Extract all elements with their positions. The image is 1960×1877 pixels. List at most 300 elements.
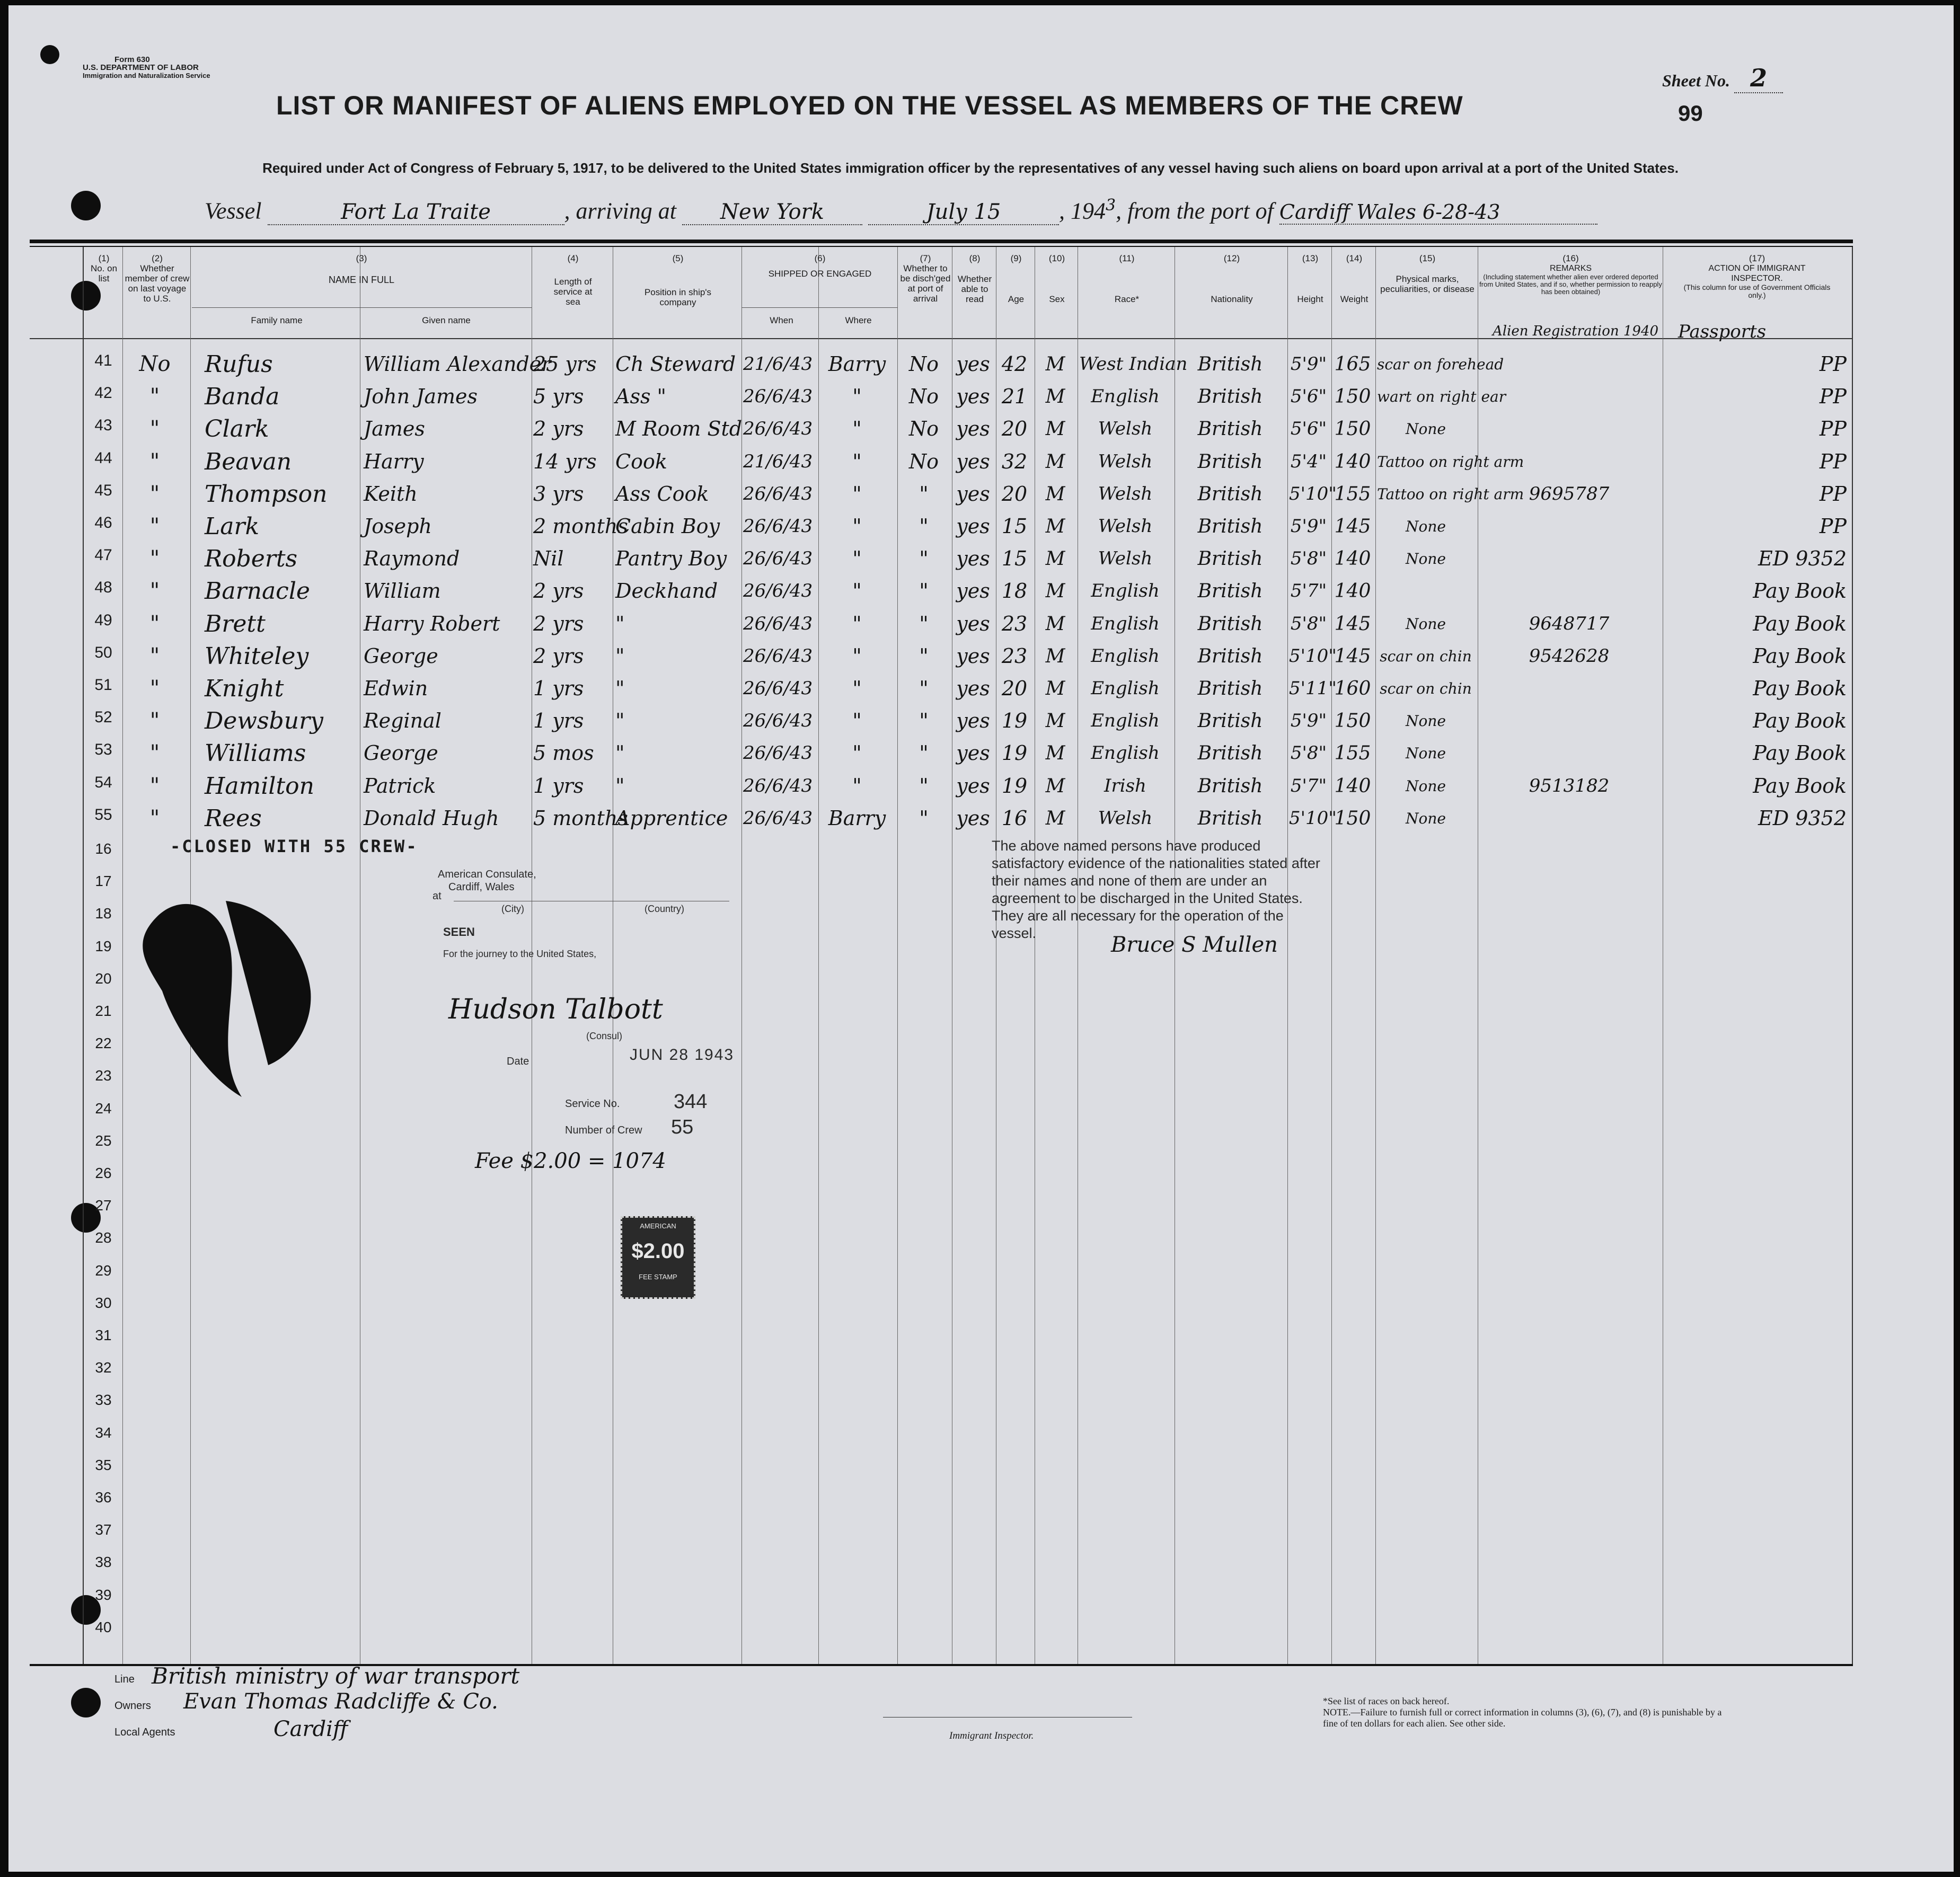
cell-marks: scar on chin xyxy=(1380,647,1472,665)
cell-sex: M xyxy=(1045,418,1065,440)
cell-disch: " xyxy=(919,741,929,765)
cell-age: 42 xyxy=(1001,352,1028,376)
cell-service: 2 yrs xyxy=(533,644,584,668)
cell-sex: M xyxy=(1045,516,1065,537)
col-2-header: (2) Whether member of crew on last voyage to U.S. xyxy=(125,253,190,304)
table-row xyxy=(8,413,1954,446)
country-label: (Country) xyxy=(644,904,685,914)
cell-given: James xyxy=(364,417,425,441)
punch-hole xyxy=(71,281,101,311)
table-row xyxy=(8,446,1954,479)
empty-row-number: 30 xyxy=(95,1294,112,1311)
cell-height: 5'9" xyxy=(1290,353,1327,375)
consulate-stamp: American Consulate, Cardiff, Wales xyxy=(438,869,536,893)
family-name-header: Family name xyxy=(251,315,303,325)
cell-family: Lark xyxy=(205,513,260,540)
cell-position: Cook xyxy=(615,449,667,473)
cell-when: 26/6/43 xyxy=(743,483,813,504)
cell-action: ED 9352 xyxy=(1758,547,1847,571)
empty-row-number: 29 xyxy=(95,1262,112,1279)
cell-action: Pay Book xyxy=(1753,612,1847,635)
empty-row-number: 33 xyxy=(95,1392,112,1409)
cell-age: 20 xyxy=(1001,417,1028,441)
cell-height: 5'8" xyxy=(1290,613,1327,634)
line-value: British ministry of war transport xyxy=(152,1663,520,1689)
table-row xyxy=(8,738,1954,770)
cell-age: 20 xyxy=(1001,677,1028,700)
consul-label: (Consul) xyxy=(586,1031,623,1041)
cell-height: 5'4" xyxy=(1290,450,1327,472)
row-number: 45 xyxy=(94,481,112,499)
cell-given: George xyxy=(364,644,438,668)
form-number: Form 630 xyxy=(114,55,150,64)
cell-read: yes xyxy=(956,612,990,635)
cell-read: yes xyxy=(956,352,990,376)
cell-read: yes xyxy=(956,644,990,668)
seal-fragment-right xyxy=(226,901,311,1065)
cell-marks: None xyxy=(1406,745,1446,763)
cell-given: Donald Hugh xyxy=(364,806,499,830)
col-4-header: (4) Length of service at sea xyxy=(553,253,593,307)
col-7-header: (7) Whether to be disch'ged at port of arrival xyxy=(900,253,951,304)
cell-action: PP xyxy=(1819,482,1847,506)
cell-marks: None xyxy=(1406,777,1446,795)
cell-where: " xyxy=(852,774,862,798)
cell-disch: " xyxy=(919,677,929,700)
row-number: 44 xyxy=(94,449,112,467)
cell-position: " xyxy=(615,612,625,635)
cell-prev: " xyxy=(149,481,160,506)
empty-row-number: 18 xyxy=(95,905,112,922)
cell-service: 2 yrs xyxy=(533,417,584,441)
punch-hole xyxy=(71,1688,101,1717)
cell-family: Rees xyxy=(205,804,262,832)
col-3-header: (3) NAME IN FULL xyxy=(328,253,395,285)
cell-sex: M xyxy=(1045,613,1065,635)
cell-where: " xyxy=(852,449,862,473)
cell-action: Pay Book xyxy=(1753,709,1847,733)
col-14-header: (14) Weight xyxy=(1340,253,1369,304)
cell-given: William xyxy=(364,579,441,603)
cell-race: English xyxy=(1091,386,1160,408)
table-row xyxy=(8,381,1954,413)
cell-given: John James xyxy=(364,385,478,409)
cell-service: Nil xyxy=(533,547,564,571)
cell-race: English xyxy=(1091,613,1160,634)
cell-height: 5'6" xyxy=(1290,386,1327,408)
cell-prev: " xyxy=(149,611,160,636)
cell-position: " xyxy=(615,741,625,765)
cell-service: 1 yrs xyxy=(533,774,584,798)
cell-family: Banda xyxy=(205,383,280,411)
cell-nat: British xyxy=(1197,516,1263,537)
journey-label: For the journey to the United States, xyxy=(443,949,597,959)
cell-service: 14 yrs xyxy=(533,449,597,473)
col-6-header: (6) SHIPPED OR ENGAGED xyxy=(768,253,872,279)
empty-row-number: 21 xyxy=(95,1003,112,1019)
table-row xyxy=(8,511,1954,543)
cell-height: 5'9" xyxy=(1290,710,1327,732)
cell-race: English xyxy=(1091,580,1160,602)
cell-prev: " xyxy=(149,449,160,474)
cell-marks: wart on right ear xyxy=(1377,388,1506,406)
cell-marks: None xyxy=(1406,518,1446,535)
cell-family: Clark xyxy=(205,415,269,443)
cell-prev: " xyxy=(149,805,160,830)
cell-given: Harry xyxy=(364,449,424,473)
cell-action: Pay Book xyxy=(1753,774,1847,798)
cell-where: " xyxy=(852,644,862,668)
cell-race: Welsh xyxy=(1098,548,1153,570)
line-label: Line xyxy=(114,1674,135,1685)
empty-row-number: 23 xyxy=(95,1067,112,1084)
fee-note: Fee $2.00 = 1074 xyxy=(475,1149,666,1173)
service-no: 344 xyxy=(674,1091,708,1113)
master-statement: The above named persons have produced satisfactory evidence of the nationalities stated after their names and none of them are under an agreement to be discharged in the United States. They are all necessary for the operation of the vessel. xyxy=(992,838,1320,941)
cell-disch: No xyxy=(908,352,939,376)
row-number: 52 xyxy=(94,709,112,727)
cell-height: 5'10" xyxy=(1289,645,1337,667)
cell-nat: British xyxy=(1197,710,1263,732)
consul-signature: Hudson Talbott xyxy=(448,994,663,1025)
cell-action: PP xyxy=(1819,449,1847,473)
cell-where: Barry xyxy=(828,352,886,376)
crew-count-label: Number of Crew xyxy=(565,1125,642,1136)
empty-row-number: 25 xyxy=(95,1132,112,1149)
empty-row-number: 35 xyxy=(95,1456,112,1473)
cell-weight: 160 xyxy=(1334,678,1371,700)
cell-family: Beavan xyxy=(205,448,292,475)
vessel-label: Vessel xyxy=(205,198,262,224)
cell-when: 21/6/43 xyxy=(743,450,813,472)
cell-race: Welsh xyxy=(1098,418,1153,440)
voyage-line: Vessel Fort La Traite , arriving at New York July 15 , $194^3$, from the port of Cardiff Wales 6-28-43 xyxy=(205,196,1848,233)
cell-prev: " xyxy=(149,514,160,538)
row-number: 53 xyxy=(94,741,112,759)
cell-marks: None xyxy=(1406,615,1446,633)
cell-weight: 145 xyxy=(1334,516,1371,537)
at-label: at xyxy=(432,890,442,902)
empty-row-number: 40 xyxy=(95,1618,112,1635)
cell-height: 5'10" xyxy=(1289,807,1337,829)
cell-height: 5'9" xyxy=(1290,516,1327,537)
cell-read: yes xyxy=(956,547,990,571)
cell-when: 21/6/43 xyxy=(743,353,813,375)
cell-weight: 165 xyxy=(1334,353,1371,375)
city-label: (City) xyxy=(501,904,524,914)
cell-prev: " xyxy=(149,773,160,798)
cell-nat: British xyxy=(1197,678,1263,700)
row-number: 49 xyxy=(94,611,112,629)
cell-height: 5'7" xyxy=(1290,580,1327,602)
cell-weight: 150 xyxy=(1334,386,1371,408)
row-number: 42 xyxy=(94,384,112,402)
cell-sex: M xyxy=(1045,742,1065,765)
cell-height: 5'10" xyxy=(1289,483,1337,504)
cell-given: Reginal xyxy=(364,709,442,733)
table-row xyxy=(8,771,1954,803)
cell-height: 5'7" xyxy=(1290,775,1327,796)
cell-family: Thompson xyxy=(205,480,328,508)
empty-row-number: 20 xyxy=(95,970,112,987)
cell-sex: M xyxy=(1045,678,1065,700)
cell-age: 23 xyxy=(1001,612,1028,635)
cell-age: 32 xyxy=(1001,449,1028,473)
cell-nat: British xyxy=(1197,418,1263,440)
cell-race: Welsh xyxy=(1098,483,1153,504)
cell-when: 26/6/43 xyxy=(743,645,813,667)
vessel-name: Fort La Traite xyxy=(268,200,564,225)
cell-prev: " xyxy=(149,709,160,733)
cell-age: 21 xyxy=(1001,385,1028,409)
cell-sex: M xyxy=(1045,353,1065,375)
cell-nat: British xyxy=(1197,548,1263,570)
cell-given: Keith xyxy=(364,482,418,506)
cell-read: yes xyxy=(956,774,990,798)
sheet-number-label: Sheet No. 2 xyxy=(1662,64,1783,92)
cell-prev: No xyxy=(139,352,171,376)
cell-sex: M xyxy=(1045,645,1065,667)
cell-service: 5 months xyxy=(533,806,628,830)
cell-race: Welsh xyxy=(1098,450,1153,472)
cell-race: Welsh xyxy=(1098,807,1153,829)
empty-row-number: 31 xyxy=(95,1327,112,1343)
consular-seal xyxy=(109,885,342,1118)
cell-when: 26/6/43 xyxy=(743,613,813,634)
cell-sex: M xyxy=(1045,775,1065,797)
cell-where: " xyxy=(852,709,862,733)
cell-read: yes xyxy=(956,709,990,733)
cell-action: ED 9352 xyxy=(1758,806,1847,830)
cell-remarks: 9695787 xyxy=(1529,483,1610,504)
cell-where: Barry xyxy=(828,806,886,830)
closed-note: -CLOSED WITH 55 CREW- xyxy=(170,836,418,856)
page-title: LIST OR MANIFEST OF ALIENS EMPLOYED ON THE VESSEL AS MEMBERS OF THE CREW xyxy=(276,91,1463,120)
empty-row-number: 37 xyxy=(95,1521,112,1538)
cell-service: 2 months xyxy=(533,515,628,538)
cell-position: " xyxy=(615,774,625,798)
cell-family: Whiteley xyxy=(205,642,309,670)
cell-when: 26/6/43 xyxy=(743,742,813,764)
cell-marks: None xyxy=(1406,712,1446,730)
cell-family: Knight xyxy=(205,675,284,702)
cell-weight: 145 xyxy=(1334,613,1371,635)
cell-given: Patrick xyxy=(364,774,436,798)
cell-marks: scar on chin xyxy=(1380,680,1472,697)
cell-nat: British xyxy=(1197,386,1263,408)
cell-sex: M xyxy=(1045,710,1065,732)
cell-family: Rufus xyxy=(205,351,273,378)
from-label: , from the port of xyxy=(1116,198,1274,224)
cell-when: 26/6/43 xyxy=(743,548,813,570)
cell-read: yes xyxy=(956,677,990,700)
cell-sex: M xyxy=(1045,450,1065,473)
empty-row-number: 19 xyxy=(95,937,112,954)
col-5-header: (5) Position in ship's company xyxy=(644,253,712,307)
cell-when: 26/6/43 xyxy=(743,516,813,537)
row-number: 50 xyxy=(94,643,112,661)
cell-position: " xyxy=(615,677,625,700)
cell-position: M Room Std xyxy=(615,417,743,441)
cell-age: 19 xyxy=(1001,741,1028,765)
cell-action: Pay Book xyxy=(1753,677,1847,700)
inspector-label: Immigrant Inspector. xyxy=(949,1730,1034,1741)
cell-position: Cabin Boy xyxy=(615,515,720,538)
departure-port: Cardiff Wales 6-28-43 xyxy=(1279,200,1597,225)
row-number: 41 xyxy=(94,352,112,369)
empty-row-number: 39 xyxy=(95,1586,112,1603)
cell-weight: 145 xyxy=(1334,645,1371,667)
row-number: 46 xyxy=(94,514,112,532)
cell-family: Brett xyxy=(205,610,266,638)
cell-read: yes xyxy=(956,417,990,441)
cell-marks: Tattoo on right arm xyxy=(1377,485,1524,503)
row-number: 48 xyxy=(94,579,112,597)
cell-age: 16 xyxy=(1001,806,1028,830)
cell-marks: Tattoo on right arm xyxy=(1377,453,1524,471)
cell-when: 26/6/43 xyxy=(743,775,813,796)
cell-service: 5 yrs xyxy=(533,385,584,409)
arrival-port: New York xyxy=(682,200,862,225)
cell-action: PP xyxy=(1819,352,1847,376)
cell-disch: No xyxy=(908,449,939,473)
cell-prev: " xyxy=(149,546,160,571)
empty-row-number: 27 xyxy=(95,1197,112,1214)
cell-nat: British xyxy=(1197,645,1263,667)
remarks-header-note: Alien Registration 1940 xyxy=(1493,323,1659,339)
cell-position: Ass " xyxy=(615,385,667,409)
cell-action: PP xyxy=(1819,417,1847,441)
cell-race: English xyxy=(1091,678,1160,699)
cell-read: yes xyxy=(956,385,990,409)
cell-when: 26/6/43 xyxy=(743,386,813,408)
cell-prev: " xyxy=(149,643,160,668)
cell-prev: " xyxy=(149,579,160,604)
service-no-label: Service No. xyxy=(565,1098,620,1110)
empty-row-number: 36 xyxy=(95,1489,112,1506)
cell-weight: 140 xyxy=(1334,580,1371,603)
cell-race: English xyxy=(1091,710,1160,732)
empty-row-number: 22 xyxy=(95,1035,112,1052)
cell-when: 26/6/43 xyxy=(743,580,813,602)
when-header: When xyxy=(770,315,793,325)
cell-sex: M xyxy=(1045,807,1065,829)
given-name-header: Given name xyxy=(422,315,471,325)
action-header-note: Passports xyxy=(1678,321,1767,342)
cell-when: 26/6/43 xyxy=(743,710,813,732)
cell-position: Ass Cook xyxy=(615,482,709,506)
cell-nat: British xyxy=(1197,580,1263,603)
cell-race: English xyxy=(1091,742,1160,764)
cell-weight: 155 xyxy=(1334,483,1371,505)
agents-value: Cardiff xyxy=(273,1717,348,1741)
seen-label: SEEN xyxy=(443,925,475,938)
table-row xyxy=(8,479,1954,511)
cell-position: " xyxy=(615,709,625,733)
cell-service: 3 yrs xyxy=(533,482,584,506)
cell-action: Pay Book xyxy=(1753,579,1847,603)
punch-hole xyxy=(71,191,101,220)
department: U.S. DEPARTMENT OF LABOR xyxy=(83,63,199,72)
cell-prev: " xyxy=(149,384,160,409)
col-1-header: (1) No. on list xyxy=(90,253,118,284)
punch-hole xyxy=(40,45,59,64)
cell-sex: M xyxy=(1045,548,1065,570)
col-16-header: (16) REMARKS (Including statement whether alien ever ordered deported from United States, and if so, whether permission to reapply has been obtained) xyxy=(1479,253,1662,296)
cell-service: 2 yrs xyxy=(533,579,584,603)
row-number: 51 xyxy=(94,676,112,694)
cell-weight: 150 xyxy=(1334,807,1371,829)
cell-disch: No xyxy=(908,417,939,441)
row-number: 43 xyxy=(94,417,112,435)
cell-nat: British xyxy=(1197,450,1263,473)
table-row xyxy=(8,576,1954,608)
cell-sex: M xyxy=(1045,386,1065,408)
cell-age: 23 xyxy=(1001,644,1028,668)
owners-value: Evan Thomas Radcliffe & Co. xyxy=(183,1689,498,1714)
cell-prev: " xyxy=(149,417,160,441)
cell-height: 5'8" xyxy=(1290,548,1327,570)
empty-row-number: 32 xyxy=(95,1359,112,1376)
cell-family: Dewsbury xyxy=(205,707,323,735)
table-row xyxy=(8,673,1954,705)
agents-label: Local Agents xyxy=(114,1727,175,1738)
cell-service: 1 yrs xyxy=(533,709,584,733)
cell-read: yes xyxy=(956,806,990,830)
cell-marks: None xyxy=(1406,550,1446,568)
cell-height: 5'6" xyxy=(1290,418,1327,440)
cell-service: 2 yrs xyxy=(533,612,584,635)
consular-date: JUN 28 1943 xyxy=(630,1046,735,1064)
cell-read: yes xyxy=(956,515,990,538)
cell-age: 18 xyxy=(1001,579,1028,603)
cell-when: 26/6/43 xyxy=(743,678,813,699)
cell-age: 19 xyxy=(1001,709,1028,733)
legal-requirement: Required under Act of Congress of February 5, 1917, to be delivered to the United States immigration officer by the representatives of any vessel having such aliens on board upon arrival at a port of the United States. xyxy=(262,160,1679,176)
cell-prev: " xyxy=(149,741,160,766)
cell-given: Harry Robert xyxy=(364,612,500,635)
empty-row-number: 17 xyxy=(95,873,112,890)
cell-nat: British xyxy=(1197,483,1263,505)
cell-position: " xyxy=(615,644,625,668)
cell-family: Barnacle xyxy=(205,578,310,605)
cell-family: Williams xyxy=(205,740,306,767)
cell-position: Pantry Boy xyxy=(615,547,727,571)
cell-weight: 150 xyxy=(1334,710,1371,732)
cell-read: yes xyxy=(956,482,990,506)
crew-count: 55 xyxy=(671,1116,694,1138)
cell-race: Irish xyxy=(1104,775,1146,796)
table-top-rule-thin xyxy=(30,246,1853,247)
cell-when: 26/6/43 xyxy=(743,418,813,440)
cell-disch: " xyxy=(919,709,929,733)
sheet-number: 2 xyxy=(1734,64,1783,93)
service: Immigration and Naturalization Service xyxy=(83,72,210,79)
page-number: 99 xyxy=(1678,101,1703,126)
seal-fragment-left xyxy=(143,904,242,1097)
col-12-header: (12) Nationality xyxy=(1211,253,1253,304)
cell-family: Roberts xyxy=(205,545,298,573)
table-top-rule xyxy=(30,240,1853,243)
empty-row-number: 28 xyxy=(95,1229,112,1246)
col-11-header: (11) Race* xyxy=(1114,253,1140,304)
cell-family: Hamilton xyxy=(205,772,314,800)
cell-age: 19 xyxy=(1001,774,1028,798)
cell-disch: " xyxy=(919,547,929,571)
cell-disch: " xyxy=(919,774,929,798)
empty-row-number: 34 xyxy=(95,1424,112,1441)
row-number: 55 xyxy=(94,805,112,824)
